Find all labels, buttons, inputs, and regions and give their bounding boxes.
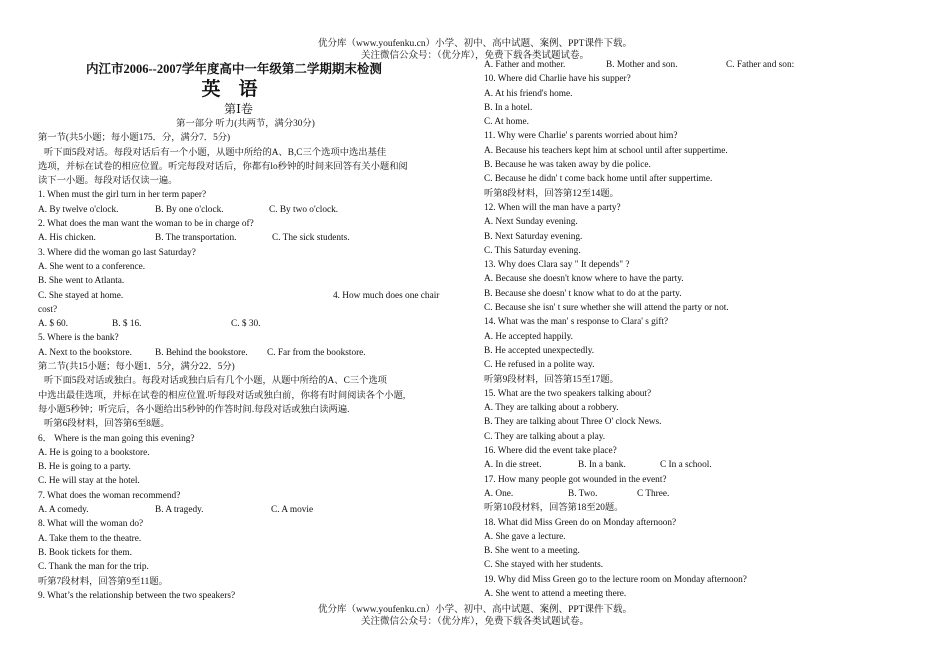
option-c: C. Because he didn' t come back home until after suppertime. xyxy=(484,174,713,185)
question-1-stem: 1. When must the girl turn in her term paper? xyxy=(38,190,207,201)
question-6-stem: 6． Where is the man going this evening? xyxy=(38,433,195,444)
option-a: A. In die street. xyxy=(484,460,542,471)
material-8-heading: 听第8段材料，回答第12至14题。 xyxy=(484,188,619,199)
footer-line-1: 优分库（www.youfenku.cn）小学、初中、高中试题、案例、PPT课件下载。 xyxy=(318,605,632,615)
volume-title: 第Ⅰ卷 xyxy=(224,102,253,116)
section1-instruction: 听下面5段对话。每段对话后有一个小题，从题中所给的A、B,C三个选项中选出基佳 xyxy=(44,147,387,158)
material-10-heading: 听第10段材料，回答第18至20题。 xyxy=(484,503,624,514)
option-a: A. She gave a lecture. xyxy=(484,531,566,542)
question-5-options xyxy=(38,346,453,360)
option-b: B. $ 16. xyxy=(112,319,142,330)
option-a: A. She went to a conference. xyxy=(38,261,146,272)
option-c: C. The sick students. xyxy=(272,233,350,244)
left-column xyxy=(38,58,453,603)
option-b: B. By one o'clock. xyxy=(155,204,224,215)
question-17-options xyxy=(484,487,919,501)
question-15-stem: 15. What are the two speakers talking about? xyxy=(484,388,652,399)
question-12-stem: 12. When will the man have a party? xyxy=(484,202,621,213)
option-c: C. She stayed with her students. xyxy=(484,560,604,571)
option-a: A. Next to the bookstore. xyxy=(38,347,132,358)
option-b: B. Because she doesn' t know what to do at the party. xyxy=(484,288,682,299)
section2-title: 第二节(共15小题；每小题1．5分，满分22．5分) xyxy=(38,362,235,373)
option-c: C. He refused in a polite way. xyxy=(484,360,595,371)
option-b: B. Because he was taken away by die police. xyxy=(484,160,651,171)
option-c: C. He will stay at the hotel. xyxy=(38,476,140,487)
option-c: C. Thank the man for the trip. xyxy=(38,562,149,573)
section2-instruction: 中选出最佳选项，并标在试卷的相应位置.听每段对话或独白前，你将有时间阅读各个小题, xyxy=(38,390,406,401)
option-a: A. At his friend's home. xyxy=(484,88,573,99)
option-b: B. He is going to a party. xyxy=(38,462,131,473)
question-16-stem: 16. Where did the event take place? xyxy=(484,446,617,457)
option-b: B. Next Saturday evening. xyxy=(484,231,583,242)
question-4-options xyxy=(38,317,453,331)
option-c: C. This Saturday evening. xyxy=(484,245,581,256)
option-c: C. Because she isn' t sure whether she will attend the party or not. xyxy=(484,303,729,314)
option-b: B. Book tickets for them. xyxy=(38,547,132,558)
question-1-options xyxy=(38,203,453,217)
option-c: C. Father and son: xyxy=(726,60,795,70)
question-9-options xyxy=(484,58,919,72)
question-3-c-and-4-stem xyxy=(38,289,453,303)
question-8-stem: 8. What will the woman do? xyxy=(38,519,144,530)
header-line-1: 优分库（www.youfenku.cn）小学、初中、高中试题、案例、PPT课件下载。 xyxy=(318,39,632,49)
question-10-stem: 10. Where did Charlie have his supper? xyxy=(484,74,631,85)
option-b: B. Mother and son. xyxy=(606,60,678,70)
option-a: A. A comedy. xyxy=(38,505,89,516)
question-14-stem: 14. What was the man' s response to Clara' s gift? xyxy=(484,317,669,328)
question-4-stem-cont: cost? xyxy=(38,304,58,315)
option-a: A. They are talking about a robbery. xyxy=(484,403,619,414)
option-a: A. $ 60. xyxy=(38,319,68,330)
option-a: A. His chicken. xyxy=(38,233,96,244)
option-c: C. They are talking about a play. xyxy=(484,431,606,442)
section1-instruction: 读下一小题。每段对话仅读一遍。 xyxy=(38,176,178,187)
option-a: A. Because his teachers kept him at school until after suppertime. xyxy=(484,145,728,156)
material-9-heading: 听第9段材料，回答第15至17题。 xyxy=(484,374,619,385)
right-column xyxy=(484,58,919,601)
question-19-stem: 19. Why did Miss Green go to the lecture room on Monday afternoon? xyxy=(484,574,747,585)
option-b: B. In a bank. xyxy=(578,460,626,471)
option-c: C In a school. xyxy=(660,460,712,471)
option-b: B. She went to Atlanta. xyxy=(38,276,125,287)
option-b: B. Behind the bookstore. xyxy=(155,347,248,358)
subject-title: 英语 xyxy=(201,79,276,100)
option-b: B. They are talking about Three O' clock News. xyxy=(484,417,662,428)
question-17-stem: 17. How many people got wounded in the event? xyxy=(484,474,667,485)
option-a: A. Take them to the theatre. xyxy=(38,533,142,544)
option-c: C. By two o'clock. xyxy=(269,204,339,215)
option-b: B. He accepted unexpectedly. xyxy=(484,345,595,356)
question-18-stem: 18. What did Miss Green do on Monday afternoon? xyxy=(484,517,677,528)
option-c: C. Far from the bookstore. xyxy=(267,347,366,358)
section2-instruction: 每小题5秒钟；听完后，各小题给出5秒钟的作答时间.每段对话或独白读两遍. xyxy=(38,404,350,415)
material-7-heading: 听第7段材料，回答第9至11题。 xyxy=(38,576,168,587)
option-b: B. A tragedy. xyxy=(155,505,204,516)
option-b: B. In a hotel. xyxy=(484,102,533,113)
question-9-stem: 9. What’s the relationship between the two speakers? xyxy=(38,590,236,601)
option-a: A. By twelve o'clock. xyxy=(38,204,119,215)
question-7-stem: 7. What does the woman recommend? xyxy=(38,490,181,501)
question-16-options xyxy=(484,458,919,472)
option-a: A. She went to attend a meeting there. xyxy=(484,588,627,599)
option-c: C. She stayed at home. xyxy=(38,290,124,301)
option-c: C. At home. xyxy=(484,117,529,128)
question-4-stem: 4. How much does one chair xyxy=(333,290,440,301)
option-b: B. Two. xyxy=(568,488,598,499)
question-13-stem: 13. Why does Clara say " It depends" ? xyxy=(484,260,630,271)
exam-title: 内江市2006--2007学年度高中一年级第二学期期末检测 xyxy=(86,62,382,76)
header-line-2: 关注微信公众号：（优分库），免费下载各类试题试卷。 xyxy=(360,51,589,61)
option-a: A. He accepted happily. xyxy=(484,331,573,342)
question-5-stem: 5. Where is the bank? xyxy=(38,333,119,344)
option-b: B. She went to a meeting. xyxy=(484,546,580,557)
option-a: A. Father and mother. xyxy=(484,60,566,70)
footer-line-2: 关注微信公众号：（优分库），免费下载各类试题试卷。 xyxy=(360,617,589,627)
question-2-options xyxy=(38,231,453,245)
section2-instruction: 听下面5段对话或独白。每段对话或独白后有几个小题，从题中所给的A、C三个选项 xyxy=(44,376,387,387)
option-c: C. A movie xyxy=(271,505,314,516)
option-a: A. Next Sunday evening. xyxy=(484,217,578,228)
option-b: B. The transportation. xyxy=(155,233,237,244)
part1-title: 第一部分 听力(共两节，满分30分) xyxy=(176,119,315,129)
option-a: A. Because she doesn't know where to have the party. xyxy=(484,274,684,285)
material-6-heading: 听第6段材料，回答第6至8题。 xyxy=(44,419,170,430)
option-c: C Three. xyxy=(637,488,670,499)
question-3-stem: 3. Where did the woman go last Saturday? xyxy=(38,247,196,258)
option-a: A. One. xyxy=(484,488,514,499)
question-11-stem: 11. Why were Charlie' s parents worried about him? xyxy=(484,131,678,142)
section1-instruction: 选项，并标在试卷的相应位置。听完每段对话后，你都有lo秒钟的时间来回答有关小题和阅 xyxy=(38,161,408,172)
option-c: C. $ 30. xyxy=(231,319,261,330)
question-2-stem: 2. What does the man want the woman to be in charge of? xyxy=(38,219,254,230)
page-footer xyxy=(0,604,950,628)
question-7-options xyxy=(38,503,453,517)
section1-title: 第一节(共5小题；每小题175．分，满分7．5分) xyxy=(38,133,231,144)
option-a: A. He is going to a bookstore. xyxy=(38,447,150,458)
